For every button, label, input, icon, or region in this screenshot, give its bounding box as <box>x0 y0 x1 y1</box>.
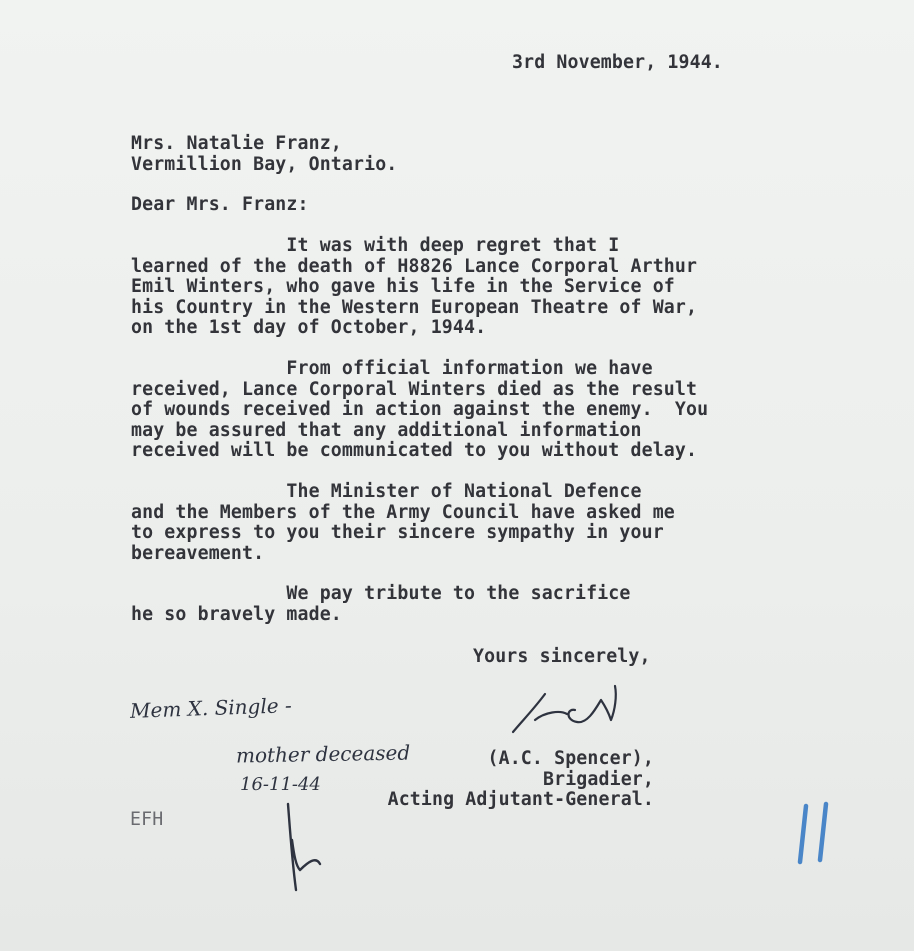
text-line: bereavement. <box>131 542 265 564</box>
text-line: We pay tribute to the sacrifice <box>131 583 631 604</box>
address-line: Vermillion Bay, Ontario. <box>131 153 398 175</box>
signatory-name: (A.C. Spencer), <box>487 748 654 769</box>
address-line: Mrs. Natalie Franz, <box>131 133 342 154</box>
recipient-address <box>131 134 397 175</box>
text-line: of wounds received in action against the enemy. You <box>131 399 709 420</box>
text-line: learned of the death of H8826 Lance Corporal Arthur <box>131 255 698 277</box>
text-line: and the Members of the Army Council have asked me <box>131 501 675 523</box>
handwritten-note-line2: mother deceased <box>235 740 411 768</box>
handwritten-note-line1: Mem X. Single - <box>129 693 293 723</box>
salutation: Dear Mrs. Franz: <box>131 194 309 215</box>
signatory-title: Acting Adjutant-General. <box>387 789 654 810</box>
text-line: The Minister of National Defence <box>131 481 642 502</box>
typist-initials: EFH <box>130 809 164 830</box>
text-line: may be assured that any additional information <box>131 419 642 441</box>
text-line: Emil Winters, who gave his life in the Service of <box>131 276 675 297</box>
signatory-rank: Brigadier, <box>543 768 654 790</box>
paragraph-1 <box>131 236 697 339</box>
signature-scribble <box>505 680 625 740</box>
paragraph-3 <box>131 482 675 564</box>
text-line: From official information we have <box>131 358 653 379</box>
text-line: on the 1st day of October, 1944. <box>131 317 487 338</box>
text-line: his Country in the Western European Theatre of War, <box>131 296 698 318</box>
closing: Yours sincerely, <box>473 646 651 667</box>
letter-date: 3rd November, 1944. <box>512 52 723 73</box>
handwritten-note-date: 16-11-44 <box>240 774 321 795</box>
paragraph-4 <box>131 584 631 625</box>
text-line: received, Lance Corporal Winters died as the result <box>131 378 698 400</box>
text-line: It was with deep regret that I <box>131 235 620 256</box>
initial-mark <box>278 800 328 895</box>
text-line: to express to you their sincere sympathy in your <box>131 522 664 543</box>
blue-ink-mark <box>792 800 842 870</box>
text-line: received will be communicated to you without delay. <box>131 440 698 461</box>
text-line: he so bravely made. <box>131 603 342 625</box>
paragraph-2 <box>131 359 708 462</box>
